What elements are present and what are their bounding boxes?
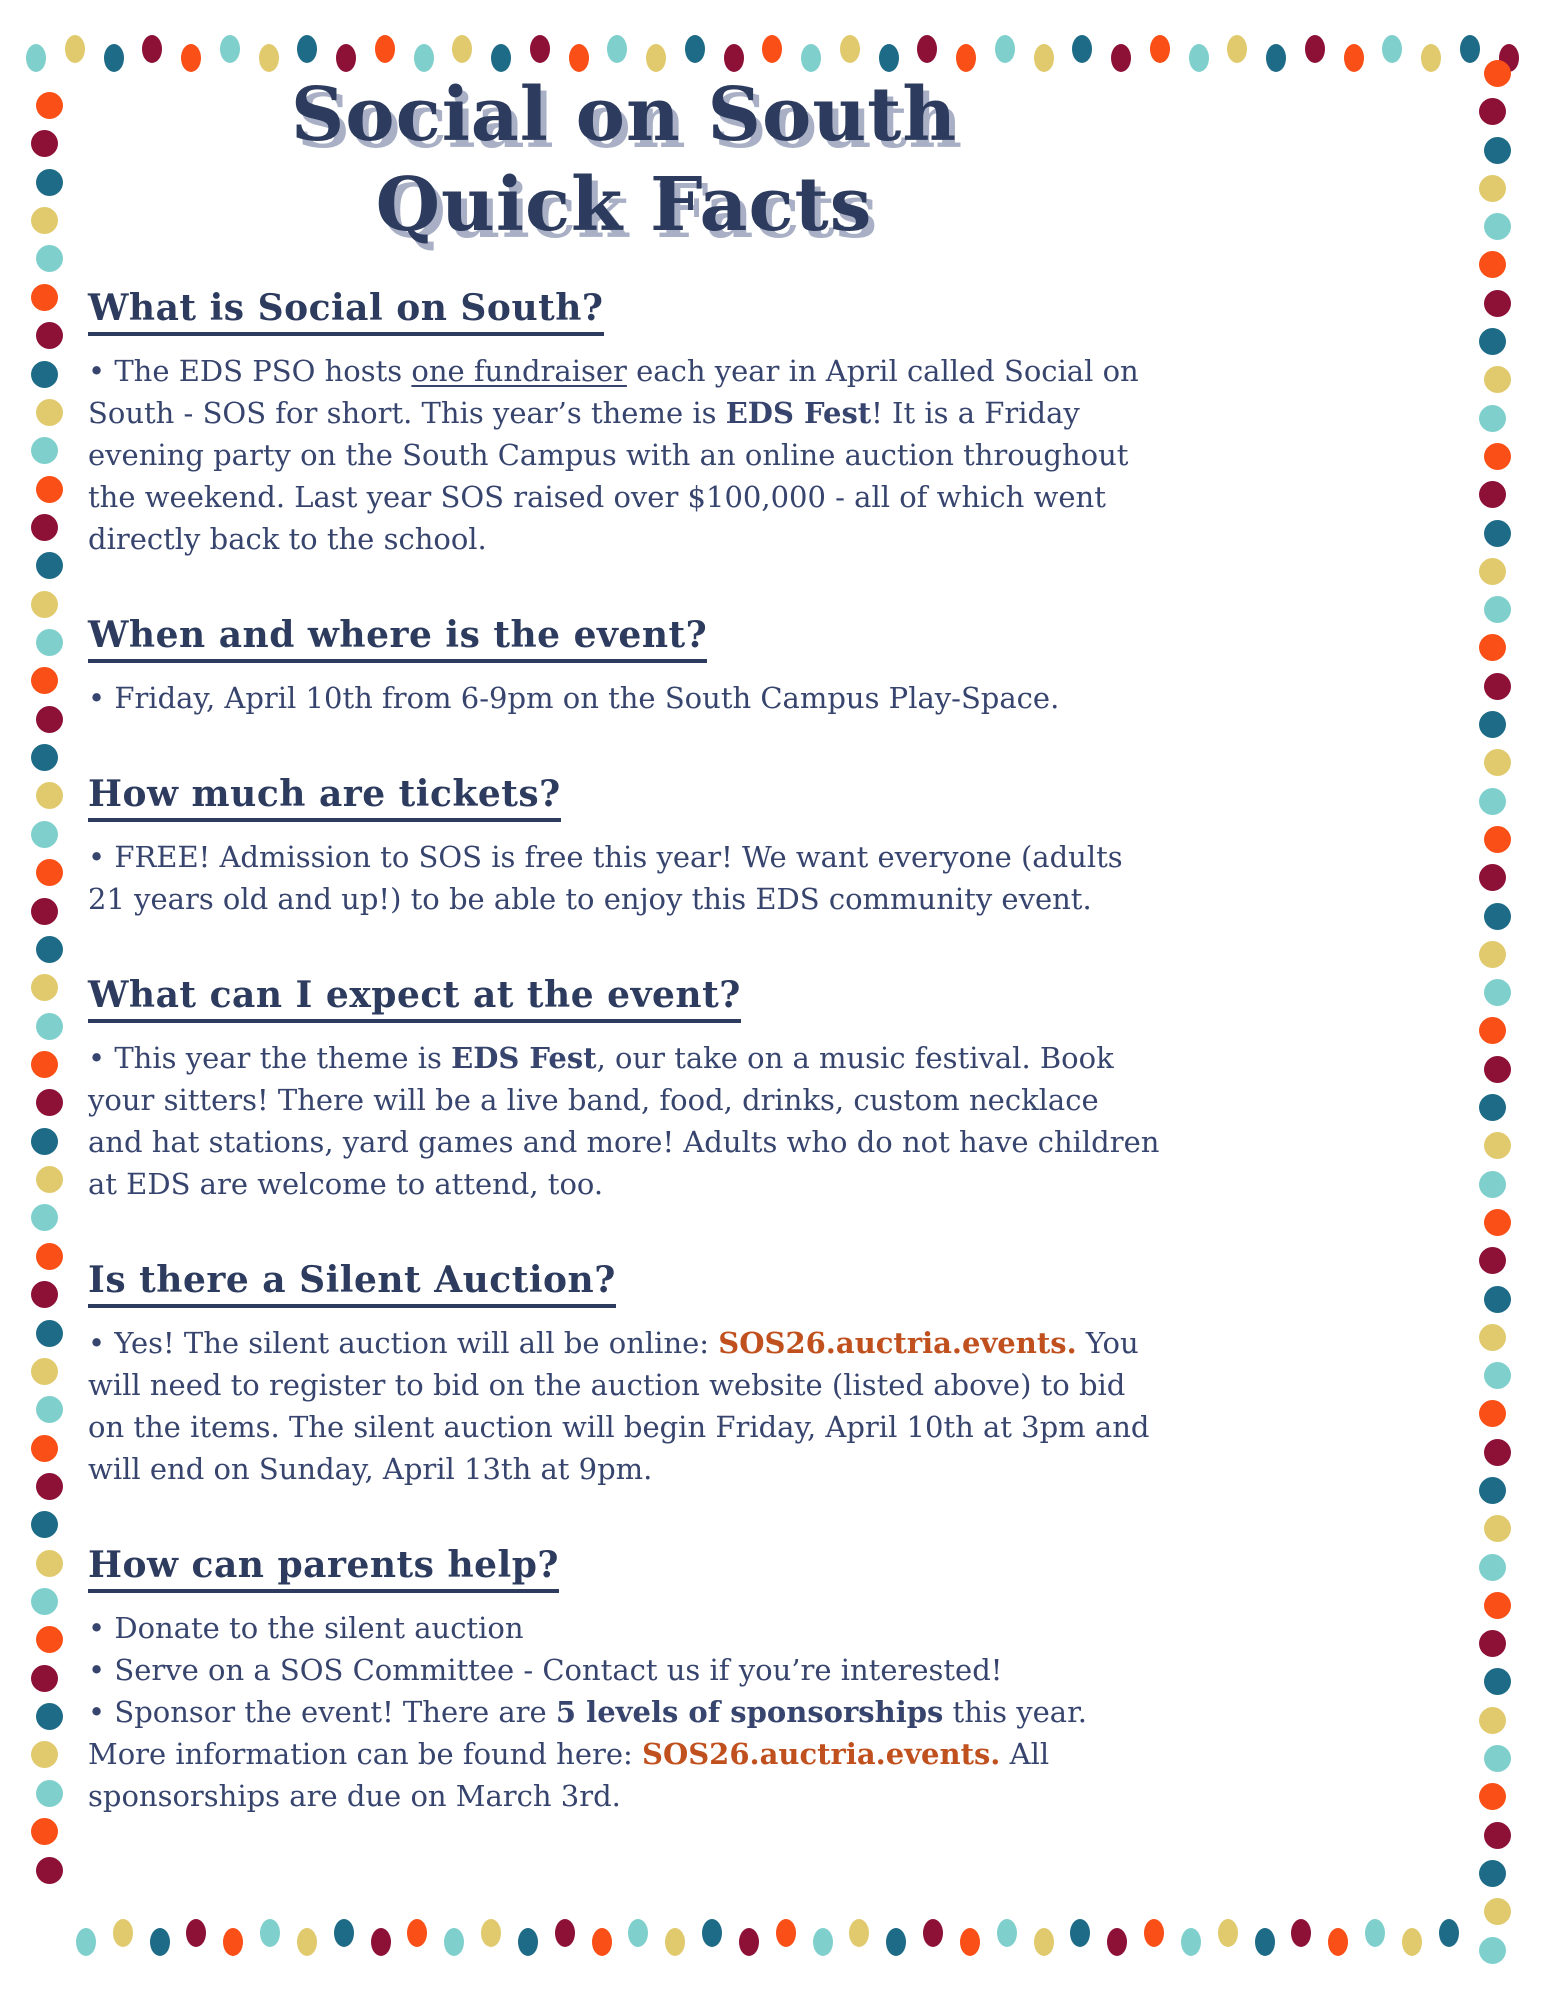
border-dot: [36, 322, 63, 349]
page-title-line1: Social on South: [290, 72, 958, 158]
border-dot: [36, 1396, 63, 1423]
border-dot: [260, 1919, 280, 1947]
border-dot: [1421, 44, 1441, 72]
border-dot: [1484, 1592, 1511, 1619]
border-dot: [1484, 749, 1511, 776]
border-dot: [150, 1928, 170, 1956]
border-dot: [607, 35, 627, 63]
border-dot: [1328, 1928, 1348, 1956]
border-dot: [452, 35, 472, 63]
border-dot: [1218, 1919, 1238, 1947]
border-dot: [1189, 44, 1209, 72]
text-run: this year. More information can be found here:: [88, 1694, 1087, 1771]
page-title-line2: Quick Facts: [375, 162, 873, 249]
border-dot: [995, 35, 1015, 63]
border-dot: [1484, 366, 1511, 393]
border-dot: [297, 35, 317, 63]
border-dot: [407, 1919, 427, 1947]
border-dot: [1070, 1919, 1090, 1947]
border-dot: [31, 821, 58, 848]
border-dot: [36, 399, 63, 426]
border-dot: [31, 1818, 58, 1845]
section-heading: What can I expect at the event?: [88, 974, 741, 1023]
border-dot: [259, 44, 279, 72]
text-run: , our take on a music festival. Book your sitters! There will be a live band, food, drinks, custom necklace and hat stations, yard games and more! Adults who do not have children at EDS are welcome to attend, too.: [88, 1040, 1160, 1201]
border-dot: [1479, 1707, 1506, 1734]
border-dot: [113, 1919, 133, 1947]
border-dot: [36, 629, 63, 656]
border-dot: [31, 1588, 58, 1615]
text-run: You will need to register to bid on the auction website (listed above) to bid on the items. The silent auction will begin Friday, April 10th at 3pm and will end on Sunday, April 13th at 9pm.: [88, 1325, 1150, 1486]
border-dot: [31, 437, 58, 464]
border-dot: [36, 1166, 63, 1193]
faq-section: [88, 773, 1160, 920]
border-dot: [1255, 1928, 1275, 1956]
border-dot: [1460, 35, 1480, 63]
border-dot: [1484, 213, 1511, 240]
border-dot: [65, 35, 85, 63]
border-dot: [1484, 1056, 1511, 1083]
border-dot: [1479, 788, 1506, 815]
border-dot: [491, 44, 511, 72]
paragraph: [88, 1607, 1160, 1649]
text-run: All sponsorships are due on March 3rd.: [88, 1736, 1050, 1813]
text-run: ! It is a Friday evening party on the South Campus with an online auction throughout the weekend. Last year SOS raised over $100,000 - all of which went directly back to the school.: [88, 395, 1129, 556]
border-dot: [923, 1919, 943, 1947]
border-dot: [1479, 1630, 1506, 1657]
border-dot: [36, 1243, 63, 1270]
border-dot: [31, 1511, 58, 1538]
border-dot: [1479, 98, 1506, 125]
dot-border-right: [1483, 60, 1511, 1964]
border-dot: [724, 44, 744, 72]
border-dot: [1479, 1937, 1506, 1964]
border-dot: [1484, 1132, 1511, 1159]
border-dot: [1484, 1515, 1511, 1542]
border-dot: [444, 1928, 464, 1956]
border-dot: [1402, 1928, 1422, 1956]
border-dot: [31, 667, 58, 694]
border-dot: [1107, 1928, 1127, 1956]
border-dot: [36, 782, 63, 809]
border-dot: [36, 92, 63, 119]
border-dot: [31, 974, 58, 1001]
faq-section: [88, 1544, 1160, 1817]
border-dot: [1484, 443, 1511, 470]
border-dot: [1484, 1745, 1511, 1772]
section-heading: Is there a Silent Auction?: [88, 1259, 616, 1308]
dot-border-left: [35, 92, 63, 1884]
section-heading: How much are tickets?: [88, 773, 561, 822]
border-dot: [1479, 481, 1506, 508]
section-heading: How can parents help?: [88, 1544, 559, 1593]
text-run: EDS Fest: [725, 395, 872, 430]
border-dot: [36, 1089, 63, 1116]
border-dot: [1072, 35, 1092, 63]
border-dot: [1479, 1554, 1506, 1581]
auction-url-link[interactable]: SOS26.auctria.events.: [642, 1736, 1001, 1771]
border-dot: [142, 35, 162, 63]
border-dot: [36, 1320, 63, 1347]
border-dot: [1365, 1919, 1385, 1947]
border-dot: [739, 1928, 759, 1956]
border-dot: [813, 1928, 833, 1956]
border-dot: [481, 1919, 501, 1947]
border-dot: [1479, 864, 1506, 891]
border-dot: [297, 1928, 317, 1956]
border-dot: [960, 1928, 980, 1956]
dot-border-top: [26, 44, 1519, 72]
border-dot: [879, 44, 899, 72]
border-dot: [530, 35, 550, 63]
border-dot: [31, 898, 58, 925]
border-dot: [1291, 1919, 1311, 1947]
paragraph: [88, 677, 1160, 719]
border-dot: [1484, 60, 1511, 87]
border-dot: [1484, 137, 1511, 164]
border-dot: [31, 1741, 58, 1768]
border-dot: [31, 1358, 58, 1385]
border-dot: [36, 859, 63, 886]
border-dot: [1479, 1247, 1506, 1274]
border-dot: [1484, 1668, 1511, 1695]
border-dot: [685, 35, 705, 63]
border-dot: [1111, 44, 1131, 72]
border-dot: [1484, 290, 1511, 317]
faq-section: [88, 974, 1160, 1205]
border-dot: [1479, 1094, 1506, 1121]
border-dot: [849, 1919, 869, 1947]
border-dot: [1479, 1324, 1506, 1351]
border-dot: [1479, 175, 1506, 202]
border-dot: [518, 1928, 538, 1956]
text-run: • This year the theme is: [88, 1040, 452, 1075]
border-dot: [76, 1928, 96, 1956]
border-dot: [1484, 1286, 1511, 1313]
border-dot: [886, 1928, 906, 1956]
border-dot: [1484, 520, 1511, 547]
border-dot: [1439, 1919, 1459, 1947]
border-dot: [1479, 1017, 1506, 1044]
border-dot: [1484, 1822, 1511, 1849]
flyer-content: [88, 70, 1160, 1871]
page-title: [88, 70, 1160, 251]
border-dot: [956, 44, 976, 72]
border-dot: [1479, 711, 1506, 738]
border-dot: [31, 1128, 58, 1155]
paragraph: [88, 1649, 1160, 1691]
border-dot: [36, 1013, 63, 1040]
border-dot: [371, 1928, 391, 1956]
text-run: • The EDS PSO hosts: [88, 353, 412, 388]
border-dot: [36, 552, 63, 579]
border-dot: [1484, 1209, 1511, 1236]
border-dot: [104, 44, 124, 72]
border-dot: [36, 169, 63, 196]
paragraph: [88, 1691, 1160, 1817]
border-dot: [31, 1281, 58, 1308]
faq-section: [88, 1259, 1160, 1490]
border-dot: [1484, 1898, 1511, 1925]
border-dot: [1181, 1928, 1201, 1956]
border-dot: [555, 1919, 575, 1947]
border-dot: [31, 744, 58, 771]
faq-section: [88, 287, 1160, 560]
border-dot: [1484, 979, 1511, 1006]
text-run: • Yes! The silent auction will all be online:: [88, 1325, 719, 1360]
border-dot: [36, 1473, 63, 1500]
border-dot: [36, 1857, 63, 1884]
section-heading: When and where is the event?: [88, 614, 707, 663]
dot-border-bottom: [76, 1928, 1459, 1956]
border-dot: [223, 1928, 243, 1956]
border-dot: [31, 207, 58, 234]
border-dot: [628, 1919, 648, 1947]
border-dot: [1479, 1400, 1506, 1427]
border-dot: [776, 1919, 796, 1947]
border-dot: [1479, 1477, 1506, 1504]
border-dot: [36, 1780, 63, 1807]
border-dot: [31, 284, 58, 311]
border-dot: [569, 44, 589, 72]
border-dot: [1150, 35, 1170, 63]
border-dot: [1479, 1860, 1506, 1887]
border-dot: [646, 44, 666, 72]
border-dot: [186, 1919, 206, 1947]
border-dot: [1227, 35, 1247, 63]
sections: [88, 287, 1160, 1817]
paragraph: [88, 836, 1160, 920]
border-dot: [31, 130, 58, 157]
border-dot: [665, 1928, 685, 1956]
border-dot: [336, 44, 356, 72]
border-dot: [1484, 1362, 1511, 1389]
border-dot: [36, 476, 63, 503]
border-dot: [1034, 1928, 1054, 1956]
border-dot: [801, 44, 821, 72]
section-heading: What is Social on South?: [88, 287, 604, 336]
auction-url-link[interactable]: SOS26.auctria.events.: [718, 1325, 1077, 1360]
text-run: • Donate to the silent auction: [88, 1610, 524, 1645]
paragraph: [88, 1037, 1160, 1205]
border-dot: [36, 1626, 63, 1653]
border-dot: [31, 591, 58, 618]
border-dot: [31, 1435, 58, 1462]
border-dot: [917, 35, 937, 63]
border-dot: [1344, 44, 1364, 72]
border-dot: [1484, 673, 1511, 700]
border-dot: [31, 1204, 58, 1231]
text-run: 5 levels of sponsorships: [555, 1694, 944, 1729]
text-run: one fundraiser: [411, 353, 627, 388]
border-dot: [1144, 1919, 1164, 1947]
border-dot: [1479, 634, 1506, 661]
border-dot: [1479, 405, 1506, 432]
border-dot: [840, 35, 860, 63]
border-dot: [1479, 328, 1506, 355]
border-dot: [1479, 251, 1506, 278]
border-dot: [1382, 35, 1402, 63]
border-dot: [36, 1703, 63, 1730]
border-dot: [31, 514, 58, 541]
border-dot: [997, 1919, 1017, 1947]
text-run: • Serve on a SOS Committee - Contact us if you’re interested!: [88, 1652, 1003, 1687]
border-dot: [1479, 1171, 1506, 1198]
border-dot: [702, 1919, 722, 1947]
border-dot: [36, 706, 63, 733]
paragraph: [88, 1322, 1160, 1490]
border-dot: [36, 936, 63, 963]
border-dot: [1484, 596, 1511, 623]
border-dot: [1479, 941, 1506, 968]
text-run: each year in April called Social on South - SOS for short. This year’s theme is: [88, 353, 1139, 430]
text-run: EDS Fest: [451, 1040, 597, 1075]
border-dot: [36, 245, 63, 272]
border-dot: [1305, 35, 1325, 63]
border-dot: [36, 1550, 63, 1577]
text-run: • Friday, April 10th from 6-9pm on the South Campus Play-Space.: [88, 680, 1060, 715]
border-dot: [31, 361, 58, 388]
border-dot: [762, 35, 782, 63]
text-run: • Sponsor the event! There are: [88, 1694, 556, 1729]
border-dot: [375, 35, 395, 63]
border-dot: [26, 44, 46, 72]
border-dot: [1479, 558, 1506, 585]
paragraph: [88, 350, 1160, 560]
border-dot: [414, 44, 434, 72]
text-run: • FREE! Admission to SOS is free this year! We want everyone (adults 21 years old and up!) to be able to enjoy this EDS community event.: [88, 839, 1123, 916]
faq-section: [88, 614, 1160, 719]
border-dot: [1479, 1783, 1506, 1810]
border-dot: [1484, 903, 1511, 930]
border-dot: [1034, 44, 1054, 72]
border-dot: [334, 1919, 354, 1947]
border-dot: [1484, 1439, 1511, 1466]
border-dot: [592, 1928, 612, 1956]
border-dot: [31, 1665, 58, 1692]
border-dot: [181, 44, 201, 72]
border-dot: [1266, 44, 1286, 72]
border-dot: [1484, 826, 1511, 853]
border-dot: [220, 35, 240, 63]
border-dot: [31, 1051, 58, 1078]
